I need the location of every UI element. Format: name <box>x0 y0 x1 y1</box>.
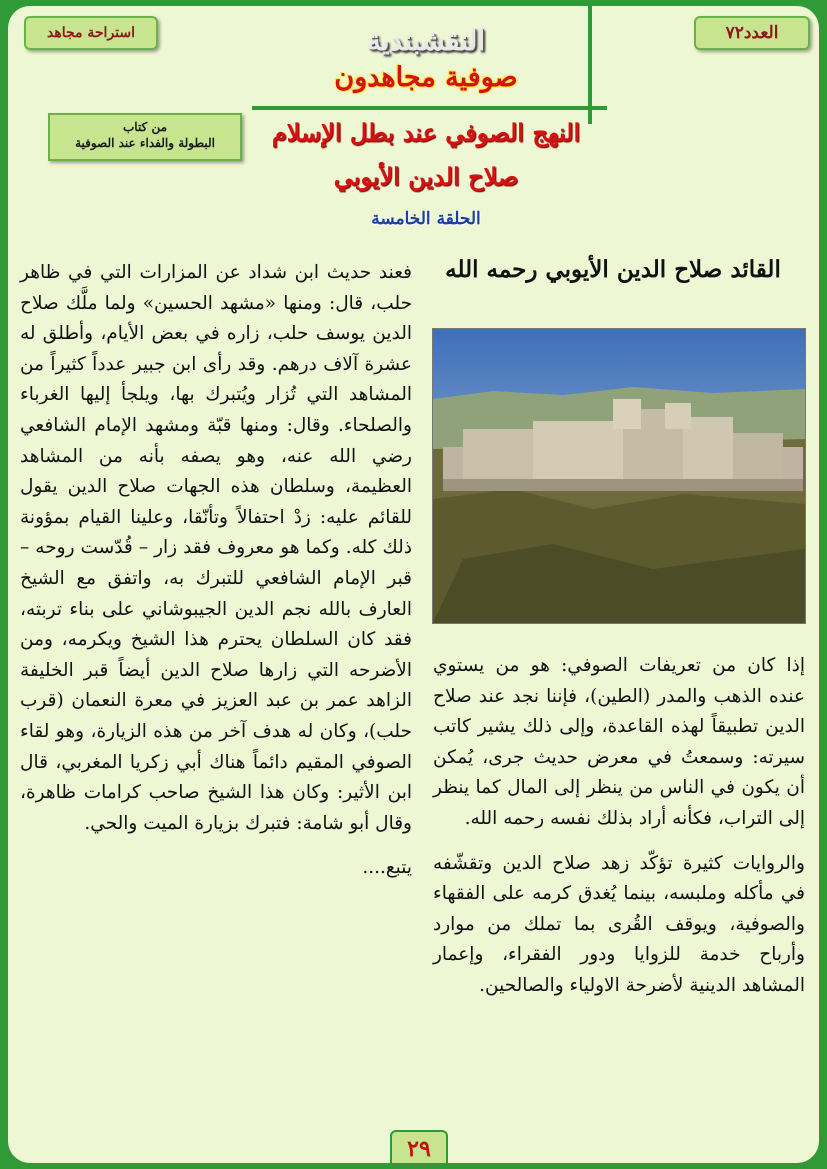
source-book-title: البطولة والفداء عند الصوفية <box>75 136 215 150</box>
castle-photo-illustration <box>433 329 805 623</box>
magazine-page <box>8 6 819 1163</box>
to-be-continued: يتبع.... <box>362 857 412 879</box>
brand-logo-bottom: صوفية مجاهدون <box>334 62 518 93</box>
article-title-line1: النهج الصوفي عند بطل الإسلام <box>271 118 581 147</box>
horizontal-rule <box>252 106 607 110</box>
article-right-column <box>433 651 805 1016</box>
castle-photo <box>432 328 806 624</box>
issue-number-tag: العدد٧٢ <box>694 16 810 50</box>
page-number: ٢٩ <box>390 1130 448 1163</box>
source-label: من كتاب <box>122 120 168 134</box>
article-title-line2: صلاح الدين الأيوبي <box>333 162 519 191</box>
right-paragraph-2: والروايات كثيرة تؤكّد زهد صلاح الدين وتقشّفه في مأكله وملبسه، بينما يُغدق كرمه على الفقهاء والصوفية، ويوقف القُرى بما تملك من موارد وأرباح خدمة للزوايا ودور الفقراء، وإعمار المشاهد الدينية لأضرحة الاولياء والصالحين. <box>433 852 805 996</box>
episode-label: الحلقة الخامسة <box>371 209 481 229</box>
brand-logo-top: النقشبندية <box>366 24 486 57</box>
source-book-box <box>48 113 242 161</box>
image-caption: القائد صلاح الدين الأيوبي رحمه الله <box>445 256 781 283</box>
right-paragraph-1: إذا كان من تعريفات الصوفي: هو من يستوي عنده الذهب والمدر (الطين)، فإننا نجد عند صلاح الدين تطبيقاً لهذه القاعدة، وإلى ذلك يشير كاتب سيرته: وسمعتُ في معرض حديث جرى، يُمكن أن يكون في الناس من ينظر إلى المال كما ينظر إلى التراب، فكأنه أراد بذلك نفسه رحمه الله. <box>433 655 805 829</box>
article-left-column <box>20 258 412 898</box>
left-column-text: فعند حديث ابن شداد عن المزارات التي في ظاهر حلب، قال: ومنها «مشهد الحسين» ولما ملَّك صلاح الدين يوسف حلب، زاره في بعض الأيام، وأطلق له عشرة آلاف درهم. وقد رأى ابن جبير عدداً كثيراً من المشاهد التي تُزار ويُتبرك بها، ويلجأ إليها الغرباء والصلحاء. وقال: ومنها قبّة ومشهد الإمام الشافعي رضي الله عنه، وهو يصفه بأنه من المشاهد العظيمة، وسلطان هذه الجهات صلاح الدين يقول للقائم عليه: زدْ احتفالاً وتأنّقا، وعلينا القيام بمؤونة ذلك كله. وكما هو معروف فقد زار – قُدّست روحه – قبر الإمام الشافعي للتبرك به، واتفق مع الشيخ العارف بالله نجم الدين الجيبوشاني على بناء تربته، فقد كان السلطان يحترم هذا الشيخ ويكرمه، ومن الأضرحه التي زارها صلاح الدين أيضاً قبر الخليفة الزاهد عمر بن عبد العزيز في معرة النعمان (قرب حلب)، وكان له هدف آخر من هذه الزيارة، وهو لقاء الصوفي المقيم دائماً هناك أبي زكريا المغربي، قال ابن الأثير: وكان هذا الشيخ صاحب كرامات ظاهرة، وقال أبو شامة: فتبرك بزيارة الميت والحي. <box>20 262 412 834</box>
section-tag: استراحة مجاهد <box>24 16 158 50</box>
